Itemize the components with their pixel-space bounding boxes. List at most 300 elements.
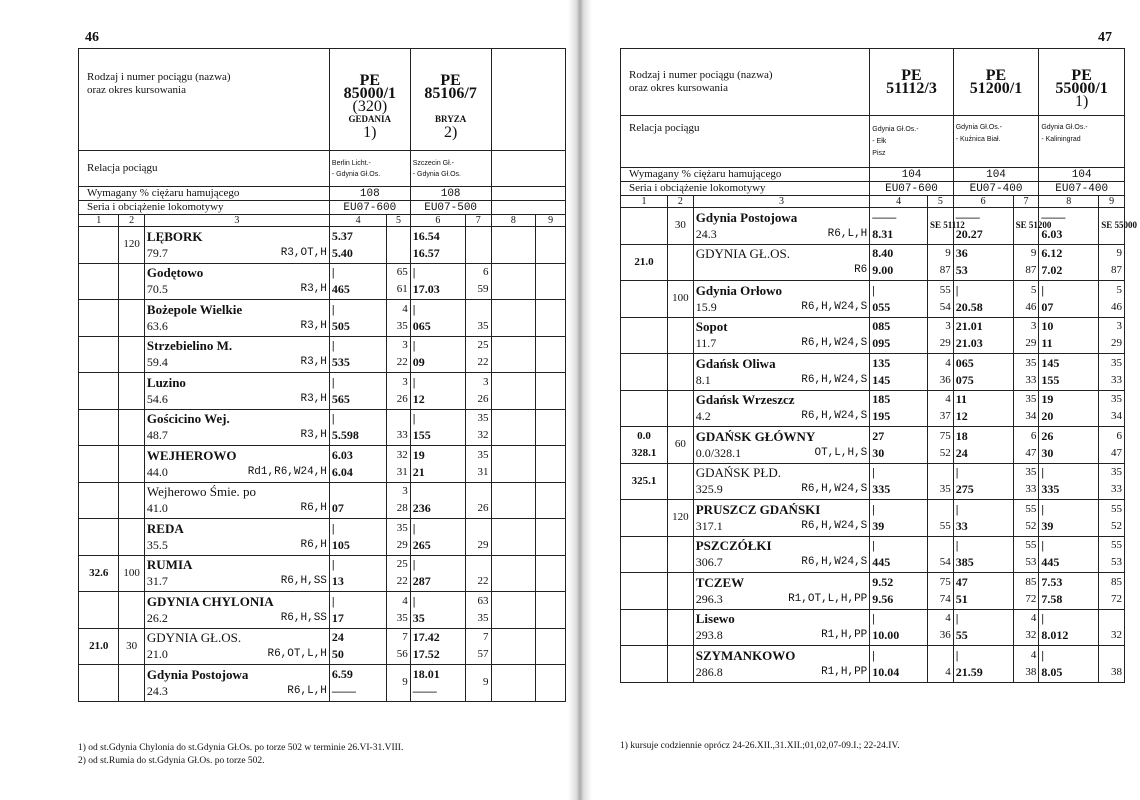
station-cell <box>144 519 329 556</box>
minute-cell: 7 57 <box>466 628 492 665</box>
header-train-type: Rodzaj i numer pociągu (nazwa) oraz okres kursowania <box>79 49 330 151</box>
station-name: REDA <box>146 520 184 536</box>
station-cell <box>693 427 870 464</box>
column-number: 4 <box>870 196 928 208</box>
station-km: 79.7 <box>146 245 168 260</box>
minute-cell <box>466 227 492 264</box>
empty-cell <box>536 628 566 665</box>
empty-cell <box>536 446 566 483</box>
minute-cell: 6 47 <box>1013 427 1039 464</box>
minute-cell: 35 33 <box>1099 354 1125 391</box>
station-km: 293.8 <box>695 628 723 643</box>
time-cell: 21.01 21.03 <box>953 317 1013 354</box>
km-marker <box>79 519 119 556</box>
train-51200: PE 51200/1 <box>953 49 1039 116</box>
minute-cell: 9 <box>466 665 492 702</box>
minute-cell: 35 29 <box>387 519 410 556</box>
speed-limit: 100 <box>668 281 694 318</box>
station-name: Sopot <box>695 319 728 335</box>
time-cell: | 10.00 <box>870 609 928 646</box>
station-codes: R3,H <box>300 356 327 369</box>
relation-55000: Gdynia Gł.Os.- - Kaliningrad <box>1039 116 1125 168</box>
station-cell <box>144 227 329 264</box>
station-km: 306.7 <box>695 555 723 570</box>
time-cell: | 17.03 <box>410 263 465 300</box>
empty-cell <box>491 227 536 264</box>
minute-cell: 25 22 <box>466 336 492 373</box>
station-km: 63.6 <box>146 318 168 333</box>
km-marker: 21.0 <box>621 244 668 281</box>
station-codes: R6,L,H <box>827 227 868 240</box>
minute-cell: 85 72 <box>1099 573 1125 610</box>
relation-85000: Berlin Licht.- - Gdynia Gł.Os. <box>329 151 410 187</box>
speed-limit <box>119 263 145 300</box>
station-km: 24.3 <box>695 226 717 241</box>
minute-cell: 75 74 <box>928 573 954 610</box>
station-km: 59.4 <box>146 355 168 370</box>
station-codes: R6,H <box>300 502 327 515</box>
station-codes: R6 <box>854 264 868 277</box>
minute-cell: 63 35 <box>466 592 492 629</box>
empty-cell <box>536 519 566 556</box>
station-row <box>621 463 1125 500</box>
page-number: 47 <box>1098 30 1112 45</box>
column-number: 3 <box>693 196 870 208</box>
header-loco: Seria i obciążenie lokomotywy <box>79 201 330 215</box>
km-marker <box>79 592 119 629</box>
station-cell <box>693 244 870 281</box>
minute-cell: 4 32 <box>1013 609 1039 646</box>
time-cell: 17.42 17.52 <box>410 628 465 665</box>
time-cell: | 445 <box>1039 536 1099 573</box>
speed-limit <box>119 665 145 702</box>
header-relation: Relacja pociągu <box>621 116 870 168</box>
minute-cell: 7 56 <box>387 628 410 665</box>
time-cell: 47 51 <box>953 573 1013 610</box>
speed-limit <box>119 336 145 373</box>
minute-cell: 25 22 <box>387 555 410 592</box>
empty-cell <box>491 628 536 665</box>
right-timetable <box>620 48 1137 683</box>
minute-cell: 29 <box>466 519 492 556</box>
time-cell: 27 30 <box>870 427 928 464</box>
station-row <box>621 573 1125 610</box>
time-cell: 065 075 <box>953 354 1013 391</box>
minute-cell: 55 53 <box>1099 536 1125 573</box>
time-cell: | 21.59 <box>953 646 1013 683</box>
station-codes: R6,H,SS <box>280 575 327 588</box>
time-cell: 11 12 <box>953 390 1013 427</box>
km-marker <box>79 446 119 483</box>
station-km: 48.7 <box>146 428 168 443</box>
time-cell: 07 <box>329 482 386 519</box>
speed-limit <box>668 646 694 683</box>
time-cell: 085 095 <box>870 317 928 354</box>
station-cell <box>693 500 870 537</box>
minute-cell: 55 53 <box>1013 536 1039 573</box>
minute-cell: 3 26 <box>466 373 492 410</box>
column-number: 1 <box>621 196 668 208</box>
column-number: 2 <box>119 215 145 227</box>
train-85000: PE 85000/1 (320) GEDANIA 1) <box>329 49 410 151</box>
loco-85000: EU07-600 <box>329 201 410 215</box>
empty-cell <box>491 446 536 483</box>
column-number: 6 <box>953 196 1013 208</box>
minute-cell: 4 36 <box>928 354 954 391</box>
time-cell: 185 195 <box>870 390 928 427</box>
station-row <box>79 336 566 373</box>
minute-cell: 3 29 <box>928 317 954 354</box>
station-row <box>621 536 1125 573</box>
minute-cell: 35 32 <box>466 409 492 446</box>
time-cell: 7.53 7.58 <box>1039 573 1099 610</box>
minute-cell: 4 38 <box>1013 646 1039 683</box>
column-number: 8 <box>1039 196 1099 208</box>
empty-cell <box>536 482 566 519</box>
station-row <box>621 646 1125 683</box>
train-55000: PE 55000/1 1) <box>1039 49 1125 116</box>
time-cell: | 155 <box>410 409 465 446</box>
minute-cell: 85 72 <box>1013 573 1039 610</box>
loco-85106: EU07-500 <box>410 201 491 215</box>
km-marker: 325.1 <box>621 463 668 500</box>
minute-cell: 35 34 <box>1013 390 1039 427</box>
station-cell <box>144 300 329 337</box>
station-cell <box>693 573 870 610</box>
station-codes: R3,H <box>300 392 327 405</box>
minute-cell: SE 51112 <box>928 208 954 245</box>
speed-limit <box>119 446 145 483</box>
km-marker <box>621 573 668 610</box>
km-marker <box>621 500 668 537</box>
minute-cell: 32 <box>1099 609 1125 646</box>
station-cell <box>144 482 329 519</box>
minute-cell: 5 46 <box>1099 281 1125 318</box>
station-name: Gościcino Wej. <box>146 411 230 427</box>
station-row <box>621 317 1125 354</box>
km-marker <box>621 646 668 683</box>
station-codes: R3,OT,H <box>280 246 327 259</box>
time-cell: | 287 <box>410 555 465 592</box>
station-name: WEJHEROWO <box>146 447 237 463</box>
minute-cell: 35 33 <box>1099 463 1125 500</box>
km-marker <box>79 336 119 373</box>
time-cell: | 33 <box>953 500 1013 537</box>
station-cell <box>693 354 870 391</box>
column-number: 8 <box>491 215 536 227</box>
minute-cell: 35 33 <box>1013 354 1039 391</box>
right-footnotes: 1) kursuje codziennie oprócz 24-26.XII.,31.XII.;01,02,07-09.I.; 22-24.IV. <box>620 741 900 751</box>
minute-cell: 4 35 <box>387 592 410 629</box>
station-name: SZYMANKOWO <box>695 647 796 663</box>
empty-cell <box>491 519 536 556</box>
station-cell <box>693 536 870 573</box>
time-cell: | 8.012 <box>1039 609 1099 646</box>
station-cell <box>144 555 329 592</box>
station-km: 26.2 <box>146 610 168 625</box>
station-cell <box>693 646 870 683</box>
relation-85106: Szczecin Gł.- - Gdynia Gł.Os. <box>410 151 491 187</box>
time-cell: | 13 <box>329 555 386 592</box>
station-codes: R6,H,W24,S <box>801 410 868 423</box>
km-marker: 0.0 328.1 <box>621 427 668 464</box>
minute-cell: 65 61 <box>387 263 410 300</box>
right-page <box>592 0 1140 800</box>
time-cell: | 535 <box>329 336 386 373</box>
station-row <box>621 609 1125 646</box>
brake-85000: 108 <box>329 187 410 201</box>
minute-cell: 4 35 <box>387 300 410 337</box>
station-cell <box>693 208 870 245</box>
speed-limit <box>668 354 694 391</box>
station-codes: R1,H,PP <box>821 665 868 678</box>
time-cell: | 5.598 <box>329 409 386 446</box>
station-row <box>79 409 566 446</box>
station-name: GDAŃSK PŁD. <box>695 465 781 481</box>
station-row <box>79 300 566 337</box>
empty-cell <box>536 227 566 264</box>
station-name: PSZCZÓŁKI <box>695 538 772 554</box>
station-row <box>621 427 1125 464</box>
empty-rel <box>491 151 565 187</box>
station-name: Gdańsk Oliwa <box>695 355 776 371</box>
station-name: Wejherowo Śmie. po <box>146 484 256 500</box>
km-marker <box>79 373 119 410</box>
time-cell: | 17 <box>329 592 386 629</box>
column-number: 3 <box>144 215 329 227</box>
time-cell: 145 155 <box>1039 354 1099 391</box>
station-km: 35.5 <box>146 537 168 552</box>
station-name: GDYNIA GŁ.OS. <box>695 246 790 262</box>
station-cell <box>693 390 870 427</box>
time-cell: 6.12 7.02 <box>1039 244 1099 281</box>
km-marker: 21.0 <box>79 628 119 665</box>
time-cell: | 12 <box>410 373 465 410</box>
minute-cell: 3 29 <box>1099 317 1125 354</box>
station-name: Gdynia Postojowa <box>146 666 249 682</box>
station-row <box>79 555 566 592</box>
minute-cell: 55 <box>928 500 954 537</box>
brake-51200: 104 <box>953 168 1039 182</box>
station-cell <box>144 628 329 665</box>
empty-cell <box>536 300 566 337</box>
minute-cell: 9 <box>387 665 410 702</box>
time-cell: | 335 <box>870 463 928 500</box>
time-cell: 36 53 <box>953 244 1013 281</box>
station-km: 8.1 <box>695 372 711 387</box>
time-cell: 16.54 16.57 <box>410 227 465 264</box>
speed-limit <box>119 373 145 410</box>
km-marker: 32.6 <box>79 555 119 592</box>
station-cell <box>144 592 329 629</box>
minute-cell: 33 <box>387 409 410 446</box>
time-cell: | 335 <box>1039 463 1099 500</box>
minute-cell: 55 52 <box>1099 500 1125 537</box>
speed-limit <box>119 592 145 629</box>
speed-limit <box>668 463 694 500</box>
minute-cell: 4 36 <box>928 609 954 646</box>
station-cell <box>144 409 329 446</box>
station-name: Luzino <box>146 374 186 390</box>
column-number: 9 <box>536 215 566 227</box>
station-km: 54.6 <box>146 391 168 406</box>
station-codes: R6,H,SS <box>280 611 327 624</box>
column-number: 2 <box>668 196 694 208</box>
column-number: 6 <box>410 215 465 227</box>
left-timetable <box>78 48 566 702</box>
minute-cell: 3 28 <box>387 482 410 519</box>
time-cell: —— 8.31 <box>870 208 928 245</box>
minute-cell: 3 22 <box>387 336 410 373</box>
minute-cell: 26 <box>466 482 492 519</box>
minute-cell: 6 47 <box>1099 427 1125 464</box>
station-name: GDYNIA CHYLONIA <box>146 593 274 609</box>
header-brake: Wymagany % ciężaru hamującego <box>79 187 330 201</box>
time-cell: | 55 <box>953 609 1013 646</box>
column-number: 7 <box>466 215 492 227</box>
column-number: 5 <box>928 196 954 208</box>
empty-cell <box>491 555 536 592</box>
train-85106: PE 85106/7 BRYZA 2) <box>410 49 491 151</box>
speed-limit: 30 <box>668 208 694 245</box>
station-codes: R6,H <box>300 538 327 551</box>
station-codes: R6,H,W24,S <box>801 337 868 350</box>
station-row <box>621 500 1125 537</box>
station-name: Godętowo <box>146 265 204 281</box>
station-name: Bożepole Wielkie <box>146 301 243 317</box>
station-km: 296.3 <box>695 591 723 606</box>
empty-brake <box>491 187 565 201</box>
minute-cell: 35 <box>928 463 954 500</box>
station-codes: OT,L,H,S <box>814 446 868 459</box>
km-marker <box>621 208 668 245</box>
minute-cell: 54 <box>928 536 954 573</box>
km-marker <box>621 281 668 318</box>
minute-cell: 32 31 <box>387 446 410 483</box>
station-km: 11.7 <box>695 336 717 351</box>
time-cell: 26 30 <box>1039 427 1099 464</box>
station-km: 41.0 <box>146 501 168 516</box>
header-loco: Seria i obciążenie lokomotywy <box>621 182 870 196</box>
station-cell <box>144 336 329 373</box>
minute-cell: SE 55000 <box>1099 208 1125 245</box>
speed-limit <box>119 482 145 519</box>
station-row <box>621 244 1125 281</box>
station-row <box>79 519 566 556</box>
speed-limit: 60 <box>668 427 694 464</box>
station-name: Gdańsk Wrzeszcz <box>695 392 795 408</box>
minute-cell: 55 54 <box>928 281 954 318</box>
station-km: 21.0 <box>146 647 168 662</box>
time-cell: | 35 <box>410 592 465 629</box>
minute-cell: 3 26 <box>387 373 410 410</box>
km-marker <box>621 317 668 354</box>
speed-limit <box>668 573 694 610</box>
station-row <box>79 227 566 264</box>
station-km: 31.7 <box>146 574 168 589</box>
brake-51112: 104 <box>870 168 953 182</box>
station-codes: R6,H,W24,S <box>801 519 868 532</box>
station-codes: R3,H <box>300 283 327 296</box>
station-row <box>79 263 566 300</box>
empty-cell <box>536 373 566 410</box>
empty-cell <box>491 336 536 373</box>
relation-51112: Gdynia Gł.Os.- - Ełk Pisz <box>870 116 953 168</box>
empty-header <box>491 49 565 151</box>
minute-cell: 75 52 <box>928 427 954 464</box>
page-number: 46 <box>85 30 99 45</box>
speed-limit <box>668 317 694 354</box>
minute-cell: 4 <box>928 646 954 683</box>
minute-cell: 35 33 <box>1013 463 1039 500</box>
empty-cell <box>536 592 566 629</box>
station-codes: R3,H <box>300 429 327 442</box>
station-codes: R1,OT,L,H,PP <box>788 592 868 605</box>
station-km: 0.0/328.1 <box>695 445 742 460</box>
station-row <box>621 208 1125 245</box>
empty-cell <box>536 555 566 592</box>
station-codes: R6,OT,L,H <box>267 648 327 661</box>
brake-85106: 108 <box>410 187 491 201</box>
loco-55000: EU07-400 <box>1039 182 1125 196</box>
station-name: RUMIA <box>146 557 193 573</box>
minute-cell: 9 87 <box>1013 244 1039 281</box>
km-marker <box>621 609 668 646</box>
empty-cell <box>491 592 536 629</box>
header-train-type: Rodzaj i numer pociągu (nazwa) oraz okres kursowania <box>621 49 870 116</box>
time-cell: | 265 <box>410 519 465 556</box>
time-cell: | 20.58 <box>953 281 1013 318</box>
empty-loco <box>491 201 565 215</box>
empty-cell <box>491 409 536 446</box>
minute-cell: 35 34 <box>1099 390 1125 427</box>
station-name: Gdynia Postojowa <box>695 209 798 225</box>
minute-cell <box>387 227 410 264</box>
empty-cell <box>491 300 536 337</box>
header-brake: Wymagany % ciężaru hamującego <box>621 168 870 182</box>
minute-cell: SE 51200 <box>1013 208 1039 245</box>
time-cell: —— 20.27 <box>953 208 1013 245</box>
speed-limit <box>668 609 694 646</box>
station-codes: R6,L,H <box>287 684 327 697</box>
station-codes: R6,H,W24,S <box>801 483 868 496</box>
time-cell: | 505 <box>329 300 386 337</box>
time-cell: | 07 <box>1039 281 1099 318</box>
station-km: 24.3 <box>146 683 168 698</box>
station-name: LĘBORK <box>146 228 203 244</box>
column-number: 9 <box>1099 196 1125 208</box>
station-codes: R1,H,PP <box>821 629 868 642</box>
time-cell: | 445 <box>870 536 928 573</box>
speed-limit <box>119 300 145 337</box>
time-cell: 6.03 6.04 <box>329 446 386 483</box>
empty-cell <box>491 482 536 519</box>
station-km: 44.0 <box>146 464 168 479</box>
time-cell: 236 <box>410 482 465 519</box>
time-cell: 5.37 5.40 <box>329 227 386 264</box>
time-cell: | 065 <box>410 300 465 337</box>
speed-limit: 120 <box>668 500 694 537</box>
station-codes: R6,H,W24,S <box>801 373 868 386</box>
empty-cell <box>536 409 566 446</box>
time-cell: 135 145 <box>870 354 928 391</box>
time-cell: | 09 <box>410 336 465 373</box>
minute-cell: 9 87 <box>1099 244 1125 281</box>
station-km: 4.2 <box>695 409 711 424</box>
minute-cell: 5 46 <box>1013 281 1039 318</box>
station-name: Strzebielino M. <box>146 338 233 354</box>
relation-51200: Gdynia Gł.Os.- - Kuźnica Biał. <box>953 116 1039 168</box>
